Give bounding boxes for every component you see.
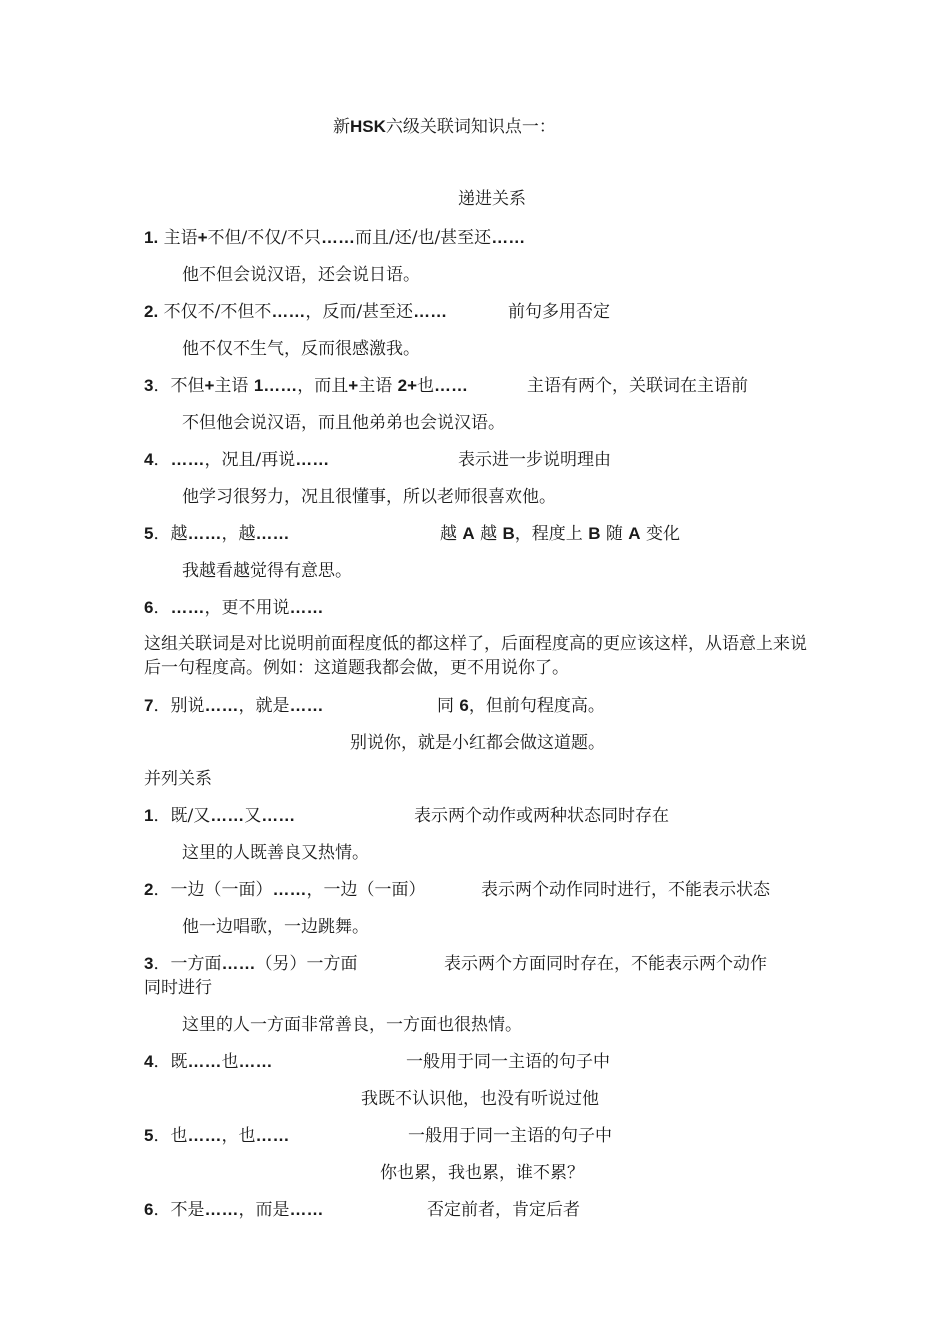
parallel-pattern-6 [144,1198,323,1222]
example-sentence: 他一边唱歌，一边跳舞。 [182,917,369,937]
pattern-plus: + [348,376,359,395]
ellipsis: …… [255,524,290,543]
title-text-rest: 六级关联词知识点一： [385,117,556,137]
usage-note [440,522,680,546]
pattern-7 [144,694,323,718]
ellipsis: …… [289,696,324,715]
pattern-text: 主语 [214,376,254,396]
parallel-pattern-4 [144,1050,272,1074]
ellipsis: …… [187,1052,222,1071]
note-bold: B [588,524,601,543]
ellipsis: …… [187,524,222,543]
item-dot: ． [153,1126,171,1146]
title-text: 新 [333,117,350,137]
example-sentence: 我越看越觉得有意思。 [182,561,352,581]
item-dot: ． [153,696,171,716]
section-heading-progressive: 递进关系 [458,189,526,209]
pattern-text: ，也 [221,1126,256,1146]
pattern-text: 不仅不/不但不 [163,302,272,322]
item-number: 3 [144,376,154,395]
ellipsis: …… [434,376,469,395]
item-number: 1 [144,806,154,825]
note-text: 越 [440,524,463,544]
pattern-plus: + [197,228,208,247]
pattern-text: 既 [170,1052,188,1072]
usage-note: 表示两个动作或两种状态同时存在 [414,806,669,826]
item-number: 1. [144,228,159,247]
example-sentence: 他学习很努力，况且很懂事，所以老师很喜欢他。 [182,487,556,507]
example-sentence: 他不仅不生气，反而很感激我。 [182,339,420,359]
pattern-text: 也 [221,1052,239,1072]
title-hsk: HSK [350,117,386,136]
section-heading-parallel: 并列关系 [144,769,212,789]
item-number: 3 [144,954,154,973]
ellipsis: …… [204,1200,239,1219]
parallel-pattern-3 [144,952,357,976]
example-sentence: 这里的人既善良又热情。 [182,843,369,863]
parallel-pattern-1 [144,804,295,828]
explanation-paragraph: 这组关联词是对比说明前面程度低的都这样了，后面程度高的更应该这样，从语意上来说后一句程度高。例如：这道题我都会做，更不用说你了。 [144,634,807,678]
ellipsis: …… [321,228,355,247]
usage-note: 一般用于同一主语的句子中 [408,1126,612,1146]
example-sentence: 我既不认识他，也没有听说过他 [361,1089,599,1109]
pattern-text: 越 [170,524,188,544]
item-number: 5 [144,524,154,543]
note-text: 越 [474,524,503,544]
note-bold: A [628,524,641,543]
item-dot: ． [153,1200,171,1220]
pattern-text: 主语 [163,228,198,248]
item-dot: ． [153,450,171,470]
pattern-4 [144,448,329,472]
usage-note: 表示两个动作同时进行，不能表示状态 [481,880,770,900]
usage-note: 一般用于同一主语的句子中 [406,1052,610,1072]
ellipsis: …… [272,880,307,899]
ellipsis: …… [413,302,448,321]
pattern-text: ，况且/再说 [204,450,296,470]
usage-note: 前句多用否定 [508,302,610,322]
note-text: 同 [437,696,460,716]
note-text: ，程度上 [514,524,589,544]
ellipsis: …… [210,806,245,825]
pattern-text: ，反而/甚至还 [305,302,414,322]
page-title [333,115,556,139]
ellipsis: …… [221,954,256,973]
item-number: 5 [144,1126,154,1145]
pattern-text: 也 [417,376,435,396]
example-sentence: 他不但会说汉语，还会说日语。 [182,265,420,285]
pattern-text: （另）一方面 [255,954,358,974]
pattern-text: 也 [170,1126,188,1146]
ellipsis: …… [491,228,526,247]
item-dot: ． [153,376,171,396]
item-number: 7 [144,696,154,715]
usage-note-continued: 同时进行 [144,978,212,998]
pattern-6 [144,596,323,620]
ellipsis: …… [204,696,239,715]
note-bold: B [502,524,515,543]
pattern-text: 主语 [358,376,398,396]
note-bold: 6 [459,696,469,715]
pattern-text: ，就是 [238,696,290,716]
item-number: 6 [144,598,154,617]
note-text: 随 [600,524,629,544]
item-dot: ． [153,954,171,974]
pattern-text: 一边（一面） [170,880,273,900]
example-sentence: 别说你，就是小红都会做这道题。 [350,733,605,753]
pattern-text: ，而是 [238,1200,290,1220]
note-text: 变化 [640,524,680,544]
usage-note: 表示进一步说明理由 [458,450,611,470]
pattern-1 [144,226,525,250]
parallel-pattern-2 [144,878,425,902]
pattern-text: 一方面 [170,954,222,974]
ellipsis: …… [271,302,306,321]
example-sentence: 这里的人一方面非常善良，一方面也很热情。 [182,1015,522,1035]
item-dot: ． [153,880,171,900]
ellipsis: …… [187,1126,222,1145]
pattern-3 [144,374,468,398]
ellipsis: …… [255,1126,290,1145]
item-dot: ． [153,1052,171,1072]
ellipsis: …… [170,598,205,617]
item-dot: ． [153,806,171,826]
pattern-text: 别说 [170,696,205,716]
ellipsis: …… [289,1200,324,1219]
note-bold: A [462,524,475,543]
ellipsis: …… [170,450,205,469]
pattern-text: 不但/不仅/不只 [207,228,321,248]
parallel-pattern-5 [144,1124,289,1148]
usage-note [437,694,605,718]
ellipsis: …… [238,1052,273,1071]
ellipsis: …… [261,806,296,825]
pattern-text: 又 [244,806,262,826]
usage-note: 否定前者，肯定后者 [427,1200,580,1220]
note-text: ，但前句程度高。 [468,696,605,716]
usage-note: 主语有两个，关联词在主语前 [527,376,748,396]
item-number: 4 [144,1052,154,1071]
pattern-text: ，越 [221,524,256,544]
usage-note: 表示两个方面同时存在，不能表示两个动作 [444,954,767,974]
pattern-text: ，更不用说 [204,598,290,618]
pattern-text: ，一边（一面） [306,880,426,900]
item-number: 6 [144,1200,154,1219]
ellipsis: …… [289,598,324,617]
pattern-text: 既/又 [170,806,211,826]
item-number: 2 [144,880,154,899]
ellipsis: …… [295,450,330,469]
example-sentence: 你也累，我也累，谁不累？ [380,1163,584,1183]
example-sentence: 不但他会说汉语，而且他弟弟也会说汉语。 [182,413,505,433]
pattern-text: 不但 [170,376,205,396]
item-dot: ． [153,598,171,618]
pattern-plus: + [204,376,215,395]
pattern-text: 而且/还/也/甚至还 [355,228,492,248]
pattern-5 [144,522,289,546]
pattern-bold: 1…… [253,376,298,395]
pattern-bold: 2+ [397,376,418,395]
pattern-text: ，而且 [297,376,349,396]
item-number: 2. [144,302,159,321]
pattern-2 [144,300,447,324]
item-number: 4 [144,450,154,469]
item-dot: ． [153,524,171,544]
pattern-text: 不是 [170,1200,205,1220]
